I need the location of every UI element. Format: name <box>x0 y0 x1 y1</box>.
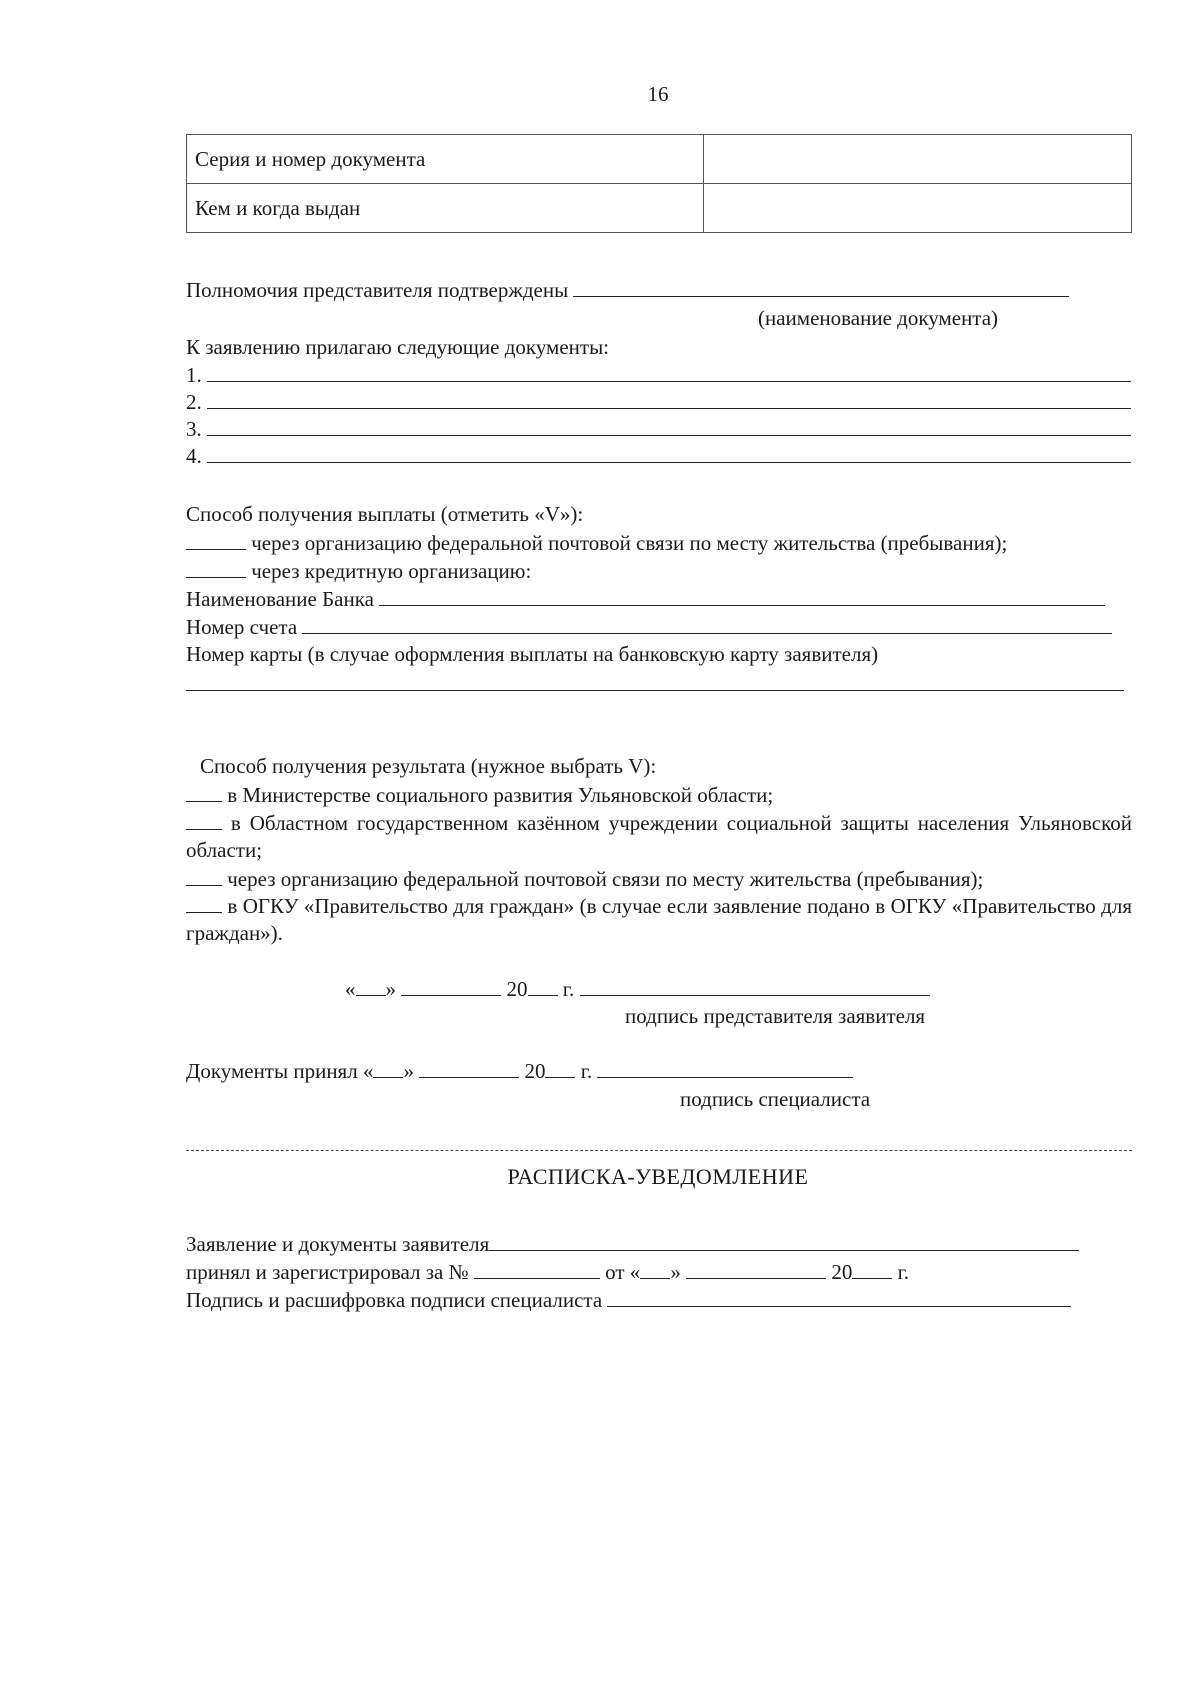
result-ogku-checkbox[interactable] <box>186 809 222 830</box>
receipt-line-3 <box>186 1286 1071 1313</box>
account-label: Номер счета <box>186 615 298 639</box>
payment-option-post <box>186 529 1007 556</box>
result-post-checkbox[interactable] <box>186 865 222 886</box>
accepted-year-suffix: г. <box>580 1059 593 1083</box>
signature-open-quote: « <box>345 977 356 1001</box>
bank-name-label: Наименование Банка <box>186 587 374 611</box>
receipt-line-1-label: Заявление и документы заявителя <box>186 1232 490 1256</box>
receipt-line-2-prefix: принял и зарегистрировал за № <box>186 1260 469 1284</box>
table-cell-label: Кем и когда выдан <box>187 184 704 233</box>
result-option-citizens <box>186 892 1132 947</box>
receipt-month-field[interactable] <box>686 1258 826 1279</box>
signature-year-field[interactable] <box>528 975 558 996</box>
authority-caption: (наименование документа) <box>758 306 999 330</box>
accepted-line <box>186 1057 853 1084</box>
signature-field[interactable] <box>580 975 930 996</box>
bank-name-field[interactable] <box>379 585 1105 606</box>
result-option-ministry-label: в Министерстве социального развития Ульяновской области; <box>227 783 774 807</box>
attachment-field[interactable] <box>207 388 1131 409</box>
table-cell-value[interactable] <box>704 184 1132 233</box>
receipt-day-field[interactable] <box>640 1258 670 1279</box>
receipt-line-3-label: Подпись и расшифровка подписи специалиста <box>186 1288 603 1312</box>
document-table <box>186 134 1132 233</box>
table-row <box>187 184 1132 233</box>
accepted-signature-field[interactable] <box>597 1057 853 1078</box>
cut-line-divider <box>186 1150 1132 1151</box>
account-line <box>186 613 1112 640</box>
signature-close-quote: » <box>385 977 396 1001</box>
receipt-close-quote: » <box>670 1260 681 1284</box>
receipt-title: РАСПИСКА-УВЕДОМЛЕНИЕ <box>507 1164 809 1189</box>
table-row <box>187 135 1132 184</box>
payment-post-checkbox[interactable] <box>186 529 246 550</box>
receipt-year-suffix: г. <box>897 1260 910 1284</box>
payment-heading: Способ получения выплаты (отметить «V»): <box>186 502 584 526</box>
payment-credit-checkbox[interactable] <box>186 557 246 578</box>
accepted-day-field[interactable] <box>373 1057 403 1078</box>
result-heading: Способ получения результата (нужное выбрать V): <box>200 754 657 778</box>
signature-caption: подпись представителя заявителя <box>625 1004 926 1028</box>
attachment-number: 4. <box>186 444 202 468</box>
signature-year-suffix: г. <box>562 977 575 1001</box>
receipt-number-field[interactable] <box>474 1258 600 1279</box>
attachment-item <box>186 442 1131 469</box>
authority-text: Полномочия представителя подтверждены <box>186 278 569 302</box>
page-number: 16 <box>647 82 669 106</box>
result-option-ogku-label: в Областном государственном казённом учреждении социальной защиты населения Ульяновской области; <box>186 811 1132 862</box>
attachment-number: 3. <box>186 417 202 441</box>
accepted-year-prefix: 20 <box>524 1059 546 1083</box>
attachment-item <box>186 415 1131 442</box>
receipt-year-prefix: 20 <box>831 1260 853 1284</box>
accepted-close-quote: » <box>403 1059 414 1083</box>
attachment-number: 2. <box>186 390 202 414</box>
attachment-field[interactable] <box>207 442 1131 463</box>
card-label: Номер карты (в случае оформления выплаты на банковскую карту заявителя) <box>186 642 879 666</box>
receipt-applicant-field[interactable] <box>489 1230 1079 1251</box>
attachment-item <box>186 388 1131 415</box>
card-line <box>186 670 1124 697</box>
receipt-signature-field[interactable] <box>607 1286 1071 1307</box>
attachment-field[interactable] <box>207 361 1131 382</box>
attachments-heading: К заявлению прилагаю следующие документы: <box>186 335 610 359</box>
receipt-from-label: от « <box>605 1260 641 1284</box>
table-cell-value[interactable] <box>704 135 1132 184</box>
authority-line <box>186 276 1069 303</box>
receipt-line-2 <box>186 1258 909 1285</box>
result-option-ministry <box>186 781 773 808</box>
accepted-caption: подпись специалиста <box>680 1087 871 1111</box>
result-option-ogku <box>186 809 1132 864</box>
table-cell-label: Серия и номер документа <box>187 135 704 184</box>
payment-option-post-label: через организацию федеральной почтовой связи по месту жительства (пребывания); <box>251 531 1008 555</box>
receipt-year-field[interactable] <box>852 1258 892 1279</box>
accepted-year-field[interactable] <box>545 1057 575 1078</box>
signature-month-field[interactable] <box>401 975 501 996</box>
result-citizens-checkbox[interactable] <box>186 892 222 913</box>
attachment-field[interactable] <box>207 415 1131 436</box>
accepted-month-field[interactable] <box>419 1057 519 1078</box>
result-option-post-label: через организацию федеральной почтовой связи по месту жительства (пребывания); <box>227 867 984 891</box>
authority-field[interactable] <box>573 276 1069 297</box>
account-field[interactable] <box>302 613 1112 634</box>
signature-year-prefix: 20 <box>506 977 528 1001</box>
attachment-number: 1. <box>186 363 202 387</box>
payment-option-credit-label: через кредитную организацию: <box>251 559 532 583</box>
signature-date-line <box>345 975 930 1002</box>
attachment-item <box>186 361 1131 388</box>
result-ministry-checkbox[interactable] <box>186 781 222 802</box>
accepted-label: Документы принял « <box>186 1059 374 1083</box>
result-option-post <box>186 865 983 892</box>
receipt-line-1 <box>186 1230 1079 1257</box>
card-field[interactable] <box>186 670 1124 691</box>
bank-name-line <box>186 585 1105 612</box>
payment-option-credit <box>186 557 531 584</box>
signature-day-field[interactable] <box>356 975 386 996</box>
result-option-citizens-label: в ОГКУ «Правительство для граждан» (в случае если заявление подано в ОГКУ «Правительство для граждан»). <box>186 894 1132 945</box>
